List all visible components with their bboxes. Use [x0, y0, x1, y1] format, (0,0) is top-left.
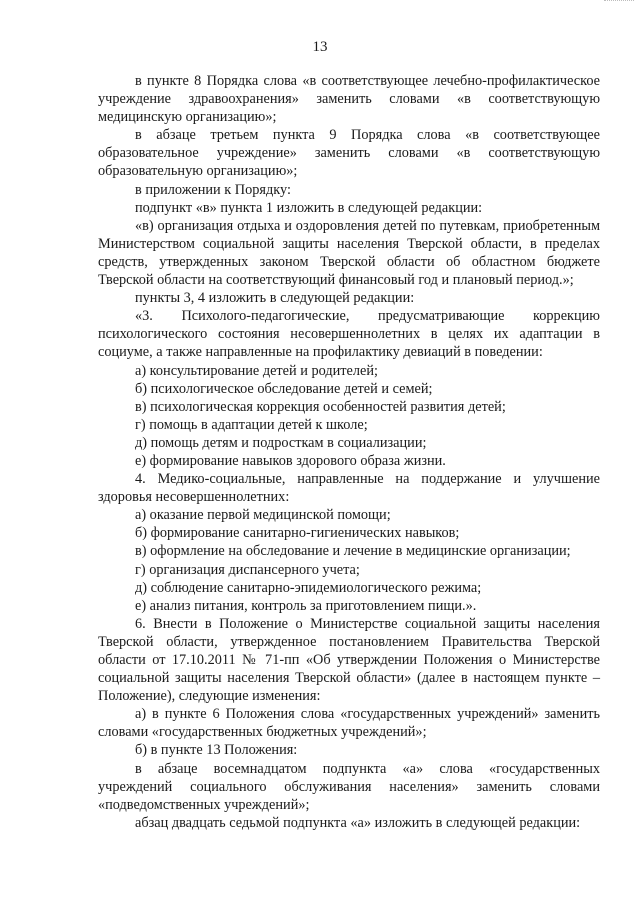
list-item: д) помощь детям и подросткам в социализации;	[135, 434, 427, 451]
paragraph: «3. Психолого-педагогические, предусматривающие коррекцию психологического состояния несовершеннолетних в целях их адаптации в социуме, а также направленные на профилактику девиаций в поведении:	[98, 308, 600, 361]
scan-corner-mark	[604, 0, 634, 4]
list-item: б) психологическое обследование детей и семей;	[135, 380, 433, 397]
document-body	[98, 72, 600, 832]
list-item: б) формирование санитарно-гигиенических навыков;	[135, 525, 460, 542]
list-item: г) помощь в адаптации детей к школе;	[135, 416, 368, 433]
list-item: е) анализ питания, контроль за приготовлением пищи.».	[135, 597, 477, 614]
paragraph: «в) организация отдыха и оздоровления детей по путевкам, приобретенным Министерством социальной защиты населения Тверской области, в пределах средств, утвержденных законом Тверской области об областном бюджете Тверской области на соответствующий финансовый год и плановый период.»;	[98, 217, 600, 289]
list-item: е) формирование навыков здорового образа жизни.	[135, 452, 446, 469]
list-item: д) соблюдение санитарно-эпидемиологического режима;	[135, 579, 482, 596]
paragraph: абзац двадцать седьмой подпункта «а» изложить в следующей редакции:	[135, 814, 581, 831]
list-item: г) организация диспансерного учета;	[135, 561, 360, 578]
paragraph: в приложении к Порядку:	[135, 181, 291, 198]
paragraph: 6. Внести в Положение о Министерстве социальной защиты населения Тверской области, утвержденное постановлением Правительства Тверской области от 17.10.2011 № 71-пп «Об утверждении Положения о Министерстве социальной защиты населения Тверской области» (далее в настоящем пункте – Положение), следующие изменения:	[98, 615, 600, 705]
paragraph: в пункте 8 Порядка слова «в соответствующее лечебно-профилактическое учреждение здравоохранения» заменить словами «в соответствующую медицинскую организацию»;	[98, 73, 600, 126]
paragraph: б) в пункте 13 Положения:	[135, 742, 298, 759]
paragraph: подпункт «в» пункта 1 изложить в следующей редакции:	[135, 199, 483, 216]
paragraph: пункты 3, 4 изложить в следующей редакции:	[135, 290, 415, 307]
paragraph: 4. Медико-социальные, направленные на поддержание и улучшение здоровья несовершеннолетних:	[98, 471, 600, 506]
list-item: а) оказание первой медицинской помощи;	[135, 507, 391, 524]
paragraph: в абзаце восемнадцатом подпункта «а» слова «государственных учреждений социального обслуживания населения» заменить словами «подведомственных учреждений»;	[98, 760, 600, 813]
list-item: в) психологическая коррекция особенностей развития детей;	[135, 398, 506, 415]
page-number: 13	[312, 39, 328, 55]
paragraph: в абзаце третьем пункта 9 Порядка слова «в соответствующее образовательное учреждение» заменить словами «в соответствующую образовательную организацию»;	[98, 127, 600, 180]
paragraph: а) в пункте 6 Положения слова «государственных учреждений» заменить словами «государственных бюджетных учреждений»;	[98, 706, 600, 741]
list-item: в) оформление на обследование и лечение в медицинские организации;	[135, 543, 571, 560]
list-item: а) консультирование детей и родителей;	[135, 362, 378, 379]
